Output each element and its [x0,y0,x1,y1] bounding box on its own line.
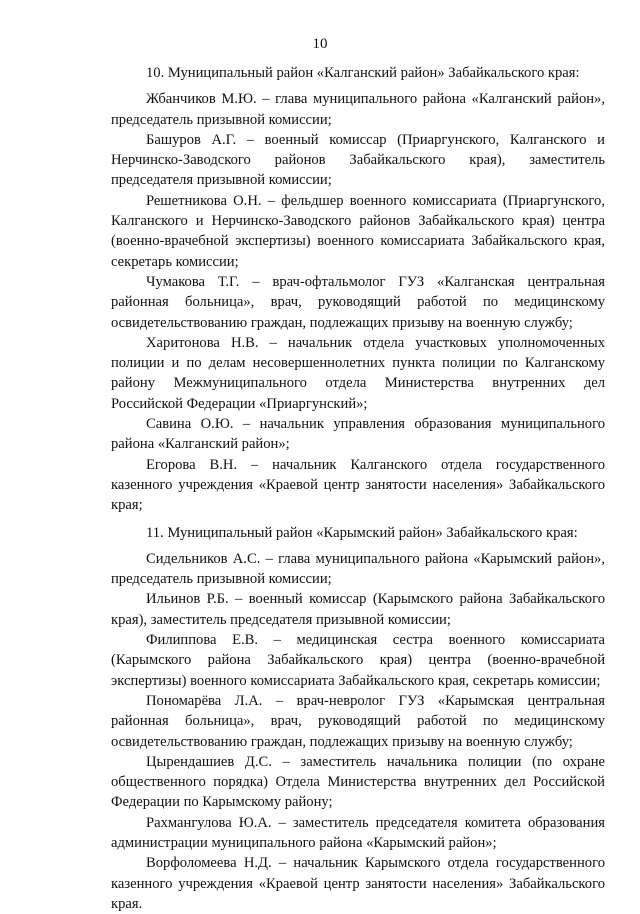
member-entry: Ильинов Р.Б. – военный комиссар (Карымского района Забайкальского края), заместитель председателя призывной комиссии; [111,591,605,628]
section-karymsky [111,523,605,914]
member-entry: Рахмангулова Ю.А. – заместитель председателя комитета образования администрации муниципального района «Карымский район»; [111,814,605,851]
member-entry: Савина О.Ю. – начальник управления образования муниципального района «Калганский район»; [111,416,605,453]
document-body [111,60,605,914]
member-entry: Филиппова Е.В. – медицинская сестра военного комиссариата (Карымского района Забайкальского края) центра (военно-врачебной экспертизы) военного комиссариата Забайкальского края, секретарь комиссии; [111,632,605,689]
member-entry: Ворфоломеева Н.Д. – начальник Карымского отдела государственного казенного учреждения «Краевой центр занятости населения» Забайкальского края. [111,855,605,912]
member-entry: Чумакова Т.Г. – врач-офтальмолог ГУЗ «Калганская центральная районная больница», врач, руководящий работой по медицинскому освидетельствованию граждан, подлежащих призыву на военную службу; [111,273,605,331]
member-entry: Харитонова Н.В. – начальник отдела участковых уполномоченных полиции и по делам несовершеннолетних пункта полиции по Калганскому району Межмуниципального отдела Министерства внутренних дел Российской Федерации «Приаргунский»; [111,334,605,412]
member-entry: Башуров А.Г. – военный комиссар (Приаргунского, Калганского и Нерчинско-Заводского районов Забайкальского края), заместитель председателя призывной комиссии; [111,131,605,189]
member-entry: Решетникова О.Н. – фельдшер военного комиссариата (Приаргунского, Калганского и Нерчинско-Заводского районов Забайкальского края) центра (военно-врачебной экспертизы) военного комиссариата Забайкальского края, секретарь комиссии; [111,192,605,270]
member-entry: Жбанчиков М.Ю. – глава муниципального района «Калганский район», председатель призывной комиссии; [111,91,605,128]
section-heading: 11. Муниципальный район «Карымский район» Забайкальского края: [146,524,578,541]
section-heading: 10. Муниципальный район «Калганский район» Забайкальского края: [146,65,580,81]
member-entry: Сидельников А.С. – глава муниципального района «Карымский район», председатель призывной комиссии; [111,550,605,588]
member-entry: Цырендашиев Д.С. – заместитель начальника полиции (по охране общественного порядка) Отдела Министерства внутренних дел Российской Федерации по Карымскому району; [111,753,605,811]
member-entry: Егорова В.Н. – начальник Калганского отдела государственного казенного учреждения «Краевой центр занятости населения» Забайкальского края; [111,456,605,514]
page-number: 10 [312,36,328,52]
member-entry: Пономарёва Л.А. – врач-невролог ГУЗ «Карымская центральная районная больница», врач, руководящий работой по медицинскому освидетельствованию граждан, подлежащих призыву на военную службу; [111,692,605,750]
section-kalgansky [111,63,605,516]
